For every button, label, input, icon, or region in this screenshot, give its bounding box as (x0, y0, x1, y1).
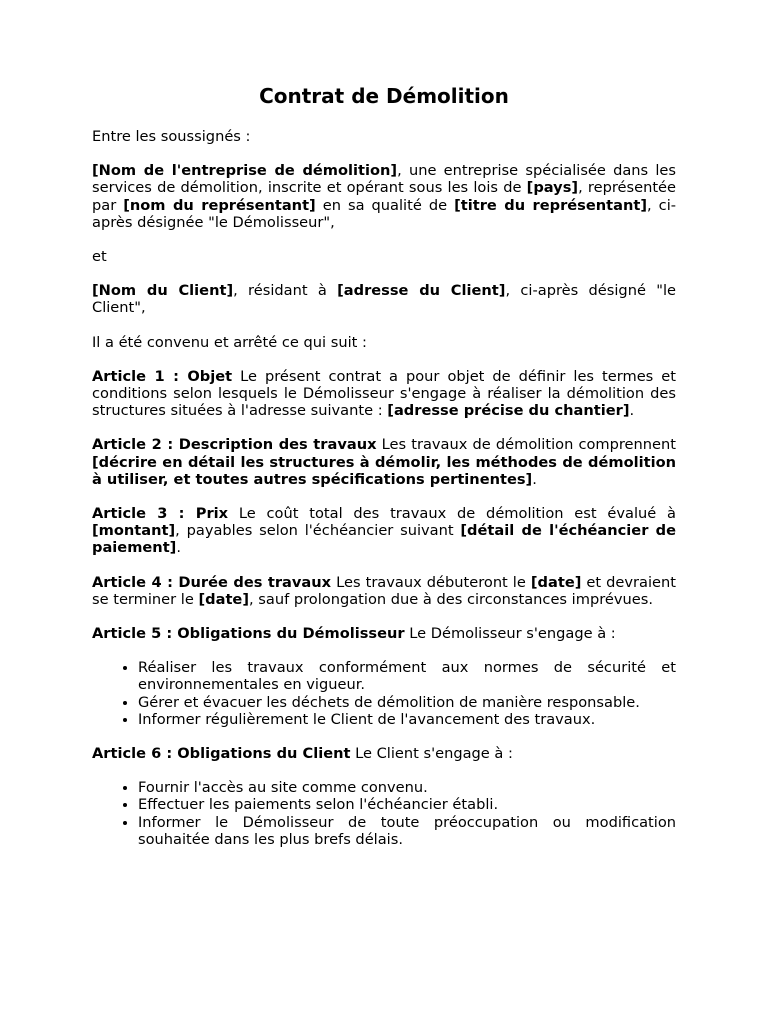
client-address-placeholder: [adresse du Client] (337, 282, 506, 300)
and-paragraph: et (92, 248, 107, 266)
list-item: • Gérer et évacuer les déchets de démolition de manière responsable. (138, 694, 676, 711)
article-3 (92, 505, 676, 557)
article-4-heading: Article 4 : Durée des travaux (92, 573, 332, 591)
list-item: • Fournir l'accès au site comme convenu. (138, 779, 676, 796)
representative-name-placeholder: [nom du représentant] (123, 196, 316, 214)
article-3-text: . (176, 539, 181, 557)
article-6-list (92, 779, 676, 848)
list-item: • Effectuer les paiements selon l'échéancier établi. (138, 796, 676, 813)
party2-text: , résidant à (233, 282, 338, 300)
party2-paragraph (92, 282, 676, 316)
article-5-heading: Article 5 : Obligations du Démolisseur (92, 625, 405, 643)
end-date-placeholder: [date] (198, 590, 249, 608)
article-5-text: Le Démolisseur s'engage à : (404, 625, 616, 643)
party1-paragraph (92, 162, 676, 231)
payment-schedule-placeholder: [détail de l'échéancier de paiement] (92, 522, 676, 557)
article-5 (92, 625, 676, 642)
document-title: Contrat de Démolition (259, 84, 509, 108)
article-4-text: et devraient se terminer le (92, 573, 676, 608)
list-item: • Informer le Démolisseur de toute préoccupation ou modification souhaitée dans les plus brefs délais. (138, 814, 676, 848)
list-item: • Informer régulièrement le Client de l'avancement des travaux. (138, 711, 676, 728)
article-4-text: Les travaux débuteront le (331, 573, 531, 591)
article-6-heading: Article 6 : Obligations du Client (92, 745, 351, 763)
article-4-text: , sauf prolongation due à des circonstances imprévues. (249, 590, 653, 608)
amount-placeholder: [montant] (92, 522, 176, 540)
company-name-placeholder: [Nom de l'entreprise de démolition] (92, 162, 398, 180)
article-6-text: Le Client s'engage à : (350, 745, 513, 763)
article-1-text: . (629, 402, 635, 420)
intro-paragraph: Entre les soussignés : (92, 128, 251, 145)
party1-text: , une entreprise spécialisée dans les services de démolition, inscrite et opérant sous les lois de (92, 162, 676, 197)
site-address-placeholder: [adresse précise du chantier] (387, 402, 630, 420)
representative-title-placeholder: [titre du représentant] (454, 196, 648, 214)
article-1 (92, 368, 676, 420)
party1-text: , ci-après désignée "le Démolisseur", (92, 196, 677, 231)
works-description-placeholder: [décrire en détail les structures à démolir, les méthodes de démolition à utiliser, et toutes autres spécifications pertinentes] (92, 453, 676, 488)
article-2-text: Les travaux de démolition comprennent (376, 436, 676, 454)
article-2 (92, 436, 676, 488)
article-1-heading: Article 1 : Objet (92, 367, 233, 385)
article-3-heading: Article 3 : Prix (92, 505, 229, 523)
article-5-list (92, 659, 676, 728)
start-date-placeholder: [date] (530, 573, 582, 591)
party1-text: , représentée par (92, 179, 676, 214)
article-1-text: Le présent contrat a pour objet de définir les termes et conditions selon lesquels le Démolisseur s'engage à réaliser la démolition des structures situées à l'adresse suivante : (92, 367, 676, 420)
party1-text: en sa qualité de (315, 196, 455, 214)
article-3-text: , payables selon l'échéancier suivant (175, 522, 461, 540)
article-2-text: . (532, 470, 537, 488)
article-2-heading: Article 2 : Description des travaux (92, 436, 377, 454)
article-3-text: Le coût total des travaux de démolition est évalué à (228, 505, 677, 523)
list-item: • Réaliser les travaux conformément aux normes de sécurité et environnementales en vigueur. (138, 659, 676, 693)
country-placeholder: [pays] (526, 179, 579, 197)
client-name-placeholder: [Nom du Client] (92, 282, 234, 300)
agreed-paragraph: Il a été convenu et arrêté ce qui suit : (92, 333, 367, 351)
article-4 (92, 574, 676, 608)
party2-text: , ci-après désigné "le Client", (92, 282, 676, 317)
article-6 (92, 745, 676, 762)
